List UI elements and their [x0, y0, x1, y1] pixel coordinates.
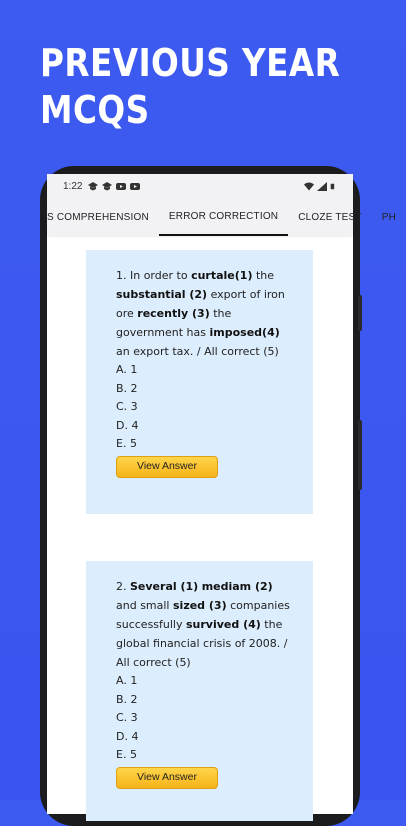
- highlighted-word: (1): [176, 580, 199, 593]
- highlighted-word: (1): [234, 269, 253, 282]
- graduation-cap-icon: [88, 182, 98, 191]
- notification-icons: [88, 182, 140, 191]
- question-card: [86, 561, 313, 821]
- question-fragment: 1. In order to: [116, 269, 192, 282]
- option-e[interactable]: E. 5: [116, 748, 137, 761]
- option-d[interactable]: D. 4: [116, 729, 139, 743]
- question-fragment: export of iron ore: [116, 288, 285, 320]
- highlighted-word: (3): [205, 599, 227, 612]
- question-fragment: the global financial crisis of 2008. / All correct (5): [116, 618, 288, 669]
- option-e[interactable]: E. 5: [116, 437, 137, 450]
- phone-side-button: [358, 295, 362, 331]
- graduation-cap-icon: [102, 182, 112, 191]
- option-d[interactable]: D. 4: [116, 418, 139, 432]
- question-text: [116, 266, 293, 361]
- phone-volume-button: [358, 420, 362, 490]
- highlighted-word: (2): [251, 580, 273, 593]
- battery-icon: [330, 182, 337, 191]
- highlighted-word: (4): [239, 618, 261, 631]
- highlighted-word: Several: [130, 580, 177, 593]
- headline-line-2: MCQS: [40, 88, 150, 132]
- question-card: [86, 250, 313, 514]
- phone-screen: [47, 174, 397, 814]
- youtube-icon: [130, 182, 140, 191]
- question-fragment: and small: [116, 599, 173, 612]
- headline-line-1: PREVIOUS YEAR: [40, 41, 341, 85]
- highlighted-word: substantial: [116, 288, 186, 301]
- question-list: [47, 236, 353, 814]
- highlighted-word: survived: [186, 618, 240, 631]
- highlighted-word: curtale: [191, 269, 235, 282]
- view-answer-button[interactable]: View Answer: [116, 456, 218, 478]
- status-bar: [47, 174, 353, 198]
- category-tabs: [47, 198, 397, 236]
- question-text: [116, 577, 293, 672]
- highlighted-word: sized: [173, 599, 206, 612]
- wifi-icon: [304, 182, 314, 191]
- question-fragment: 2.: [116, 580, 130, 593]
- question-fragment: the: [252, 269, 275, 282]
- system-icons: [304, 182, 337, 191]
- highlighted-word: (3): [188, 307, 210, 320]
- option-c[interactable]: C. 3: [116, 400, 138, 413]
- promo-headline: [40, 40, 340, 134]
- question-fragment: the government has: [116, 307, 232, 339]
- highlighted-word: (4): [262, 326, 280, 339]
- tab-cloze-test[interactable]: CLOZE TEST: [298, 211, 362, 223]
- highlighted-word: imposed: [209, 326, 263, 339]
- question-fragment: an export tax. / All correct (5): [116, 345, 279, 358]
- status-time: 1:22: [63, 180, 83, 192]
- tab-reading-comprehension[interactable]: S COMPREHENSION: [47, 211, 149, 223]
- tab-phrase[interactable]: PH: [381, 211, 397, 223]
- option-b[interactable]: B. 2: [116, 692, 138, 706]
- highlighted-word: (2): [185, 288, 208, 301]
- view-answer-button[interactable]: View Answer: [116, 767, 218, 789]
- option-a[interactable]: A. 1: [116, 363, 138, 376]
- youtube-icon: [116, 182, 126, 191]
- question-fragment: companies successfully: [116, 599, 290, 631]
- highlighted-word: mediam: [201, 580, 252, 593]
- signal-icon: [317, 182, 327, 191]
- option-a[interactable]: A. 1: [116, 674, 138, 687]
- option-c[interactable]: C. 3: [116, 711, 138, 724]
- tab-error-correction[interactable]: ERROR CORRECTION: [159, 198, 288, 236]
- highlighted-word: recently: [137, 307, 189, 320]
- option-b[interactable]: B. 2: [116, 381, 138, 395]
